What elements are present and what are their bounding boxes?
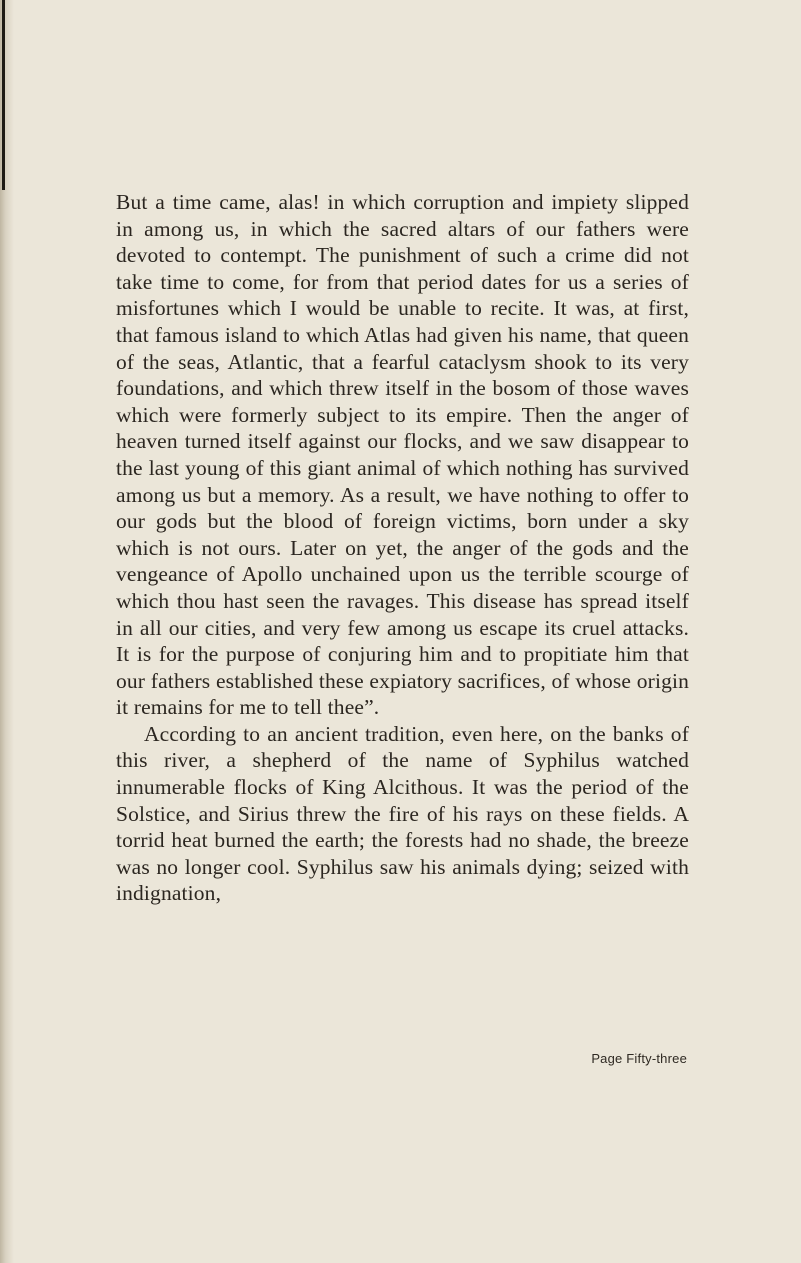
- body-text: [116, 189, 689, 907]
- paragraph-1: But a time came, alas! in which corruption and impiety slipped in among us, in which the sacred altars of our fathers were devoted to contempt. The punishment of such a crime did not take time to come, for from that period dates for us a series of misfortunes which I would be unable to recite. It was, at first, that famous island to which Atlas had given his name, that queen of the seas, Atlantic, that a fearful cataclysm shook to its very foundations, and which threw itself in the bosom of those waves which were formerly subject to its empire. Then the anger of heaven turned itself against our flocks, and we saw disappear to the last young of this giant animal of which nothing has survived among us but a memory. As a result, we have nothing to offer to our gods but the blood of foreign victims, born under a sky which is not ours. Later on yet, the anger of the gods and the vengeance of Apollo unchained upon us the terrible scourge of which thou hast seen the ravages. This disease has spread itself in all our cities, and very few among us escape its cruel attacks. It is for the purpose of conjuring him and to propitiate him that our fathers established these expiatory sacrifices, of whose origin it remains for me to tell thee”.: [116, 190, 689, 720]
- page-number: Page Fifty-three: [591, 1051, 687, 1066]
- binding-edge: [2, 0, 5, 190]
- paragraph-2: According to an ancient tradition, even here, on the banks of this river, a shepherd of the name of Syphilus watched innumerable flocks of King Alcithous. It was the period of the Solstice, and Sirius threw the fire of his rays on these fields. A torrid heat burned the earth; the forests had no shade, the breeze was no longer cool. Syphilus saw his animals dying; seized with indignation,: [116, 721, 689, 906]
